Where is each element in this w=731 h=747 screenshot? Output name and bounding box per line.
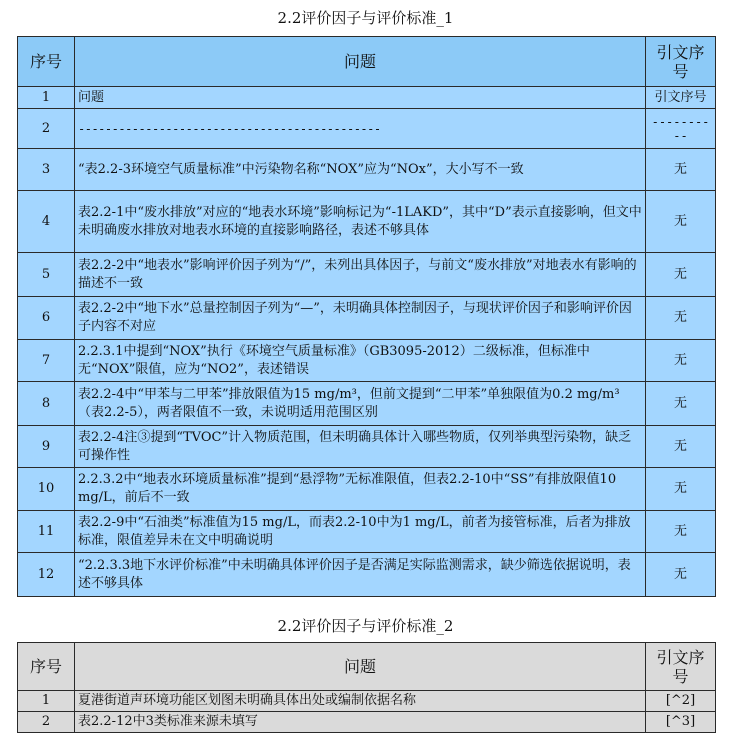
row-num: 2	[18, 109, 75, 149]
row-issue: 表2.2-9中“石油类”标准值为15 mg/L，而表2.2-10中为1 mg/L，前者为接管标准，后者为排放标准，限值差异未在文中明确说明	[75, 511, 646, 553]
table-row	[18, 712, 716, 733]
table-row	[18, 553, 716, 597]
header-ref: 引文序号	[646, 643, 716, 691]
header-issue: 问题	[75, 37, 646, 87]
row-num: 2	[18, 712, 75, 733]
row-issue: ---------------------------------------------	[75, 109, 646, 149]
row-ref: 无	[646, 191, 716, 253]
row-ref: 无	[646, 382, 716, 426]
row-issue: “2.2.3.3地下水评价标准”中未明确具体评价因子是否满足实际监测需求，缺少筛选依据说明，表述不够具体	[75, 553, 646, 597]
row-ref: 无	[646, 149, 716, 191]
row-num: 4	[18, 191, 75, 253]
row-ref: 无	[646, 426, 716, 468]
header-num: 序号	[18, 643, 75, 691]
row-issue: 表2.2-12中3类标准来源未填写	[75, 712, 646, 733]
table-row	[18, 340, 716, 382]
row-num: 3	[18, 149, 75, 191]
header-issue: 问题	[75, 643, 646, 691]
row-num: 7	[18, 340, 75, 382]
row-ref: 引文序号	[646, 87, 716, 109]
table-row	[18, 191, 716, 253]
row-num: 1	[18, 691, 75, 712]
row-ref: 无	[646, 553, 716, 597]
row-num: 5	[18, 253, 75, 297]
header-ref: 引文序号	[646, 37, 716, 87]
issues-table-2	[17, 642, 716, 733]
row-issue: 问题	[75, 87, 646, 109]
table-row	[18, 511, 716, 553]
table-row	[18, 426, 716, 468]
table-row	[18, 468, 716, 511]
row-num: 6	[18, 297, 75, 340]
row-ref: 无	[646, 511, 716, 553]
row-num: 11	[18, 511, 75, 553]
row-num: 12	[18, 553, 75, 597]
row-num: 1	[18, 87, 75, 109]
table1-caption: 2.2评价因子与评价标准_1	[277, 9, 454, 27]
row-num: 10	[18, 468, 75, 511]
row-issue: 表2.2-2中“地表水”影响评价因子列为“/”，未列出具体因子，与前文“废水排放”对地表水有影响的描述不一致	[75, 253, 646, 297]
row-issue: 2.2.3.2中“地表水环境质量标准”提到“悬浮物”无标准限值，但表2.2-10中“SS”有排放限值10 mg/L，前后不一致	[75, 468, 646, 511]
table-row	[18, 87, 716, 109]
row-issue: 表2.2-4中“甲苯与二甲苯”排放限值为15 mg/m³，但前文提到“二甲苯”单独限值为0.2 mg/m³（表2.2-5），两者限值不一致，未说明适用范围区别	[75, 382, 646, 426]
row-ref: [^2]	[646, 691, 716, 712]
issues-table-1	[17, 36, 716, 597]
table-row	[18, 109, 716, 149]
row-issue: 表2.2-2中“地下水”总量控制因子列为“—”，未明确具体控制因子，与现状评价因子和影响评价因子内容不对应	[75, 297, 646, 340]
table-row	[18, 691, 716, 712]
row-ref: 无	[646, 468, 716, 511]
row-ref: 无	[646, 253, 716, 297]
table2-caption: 2.2评价因子与评价标准_2	[277, 617, 454, 635]
row-ref: [^3]	[646, 712, 716, 733]
row-ref: 无	[646, 340, 716, 382]
row-ref: 无	[646, 297, 716, 340]
table-row	[18, 382, 716, 426]
row-num: 9	[18, 426, 75, 468]
table-row	[18, 297, 716, 340]
table2-header-row	[18, 643, 716, 691]
table-row	[18, 253, 716, 297]
table1-header-row	[18, 37, 716, 87]
row-issue: 夏港街道声环境功能区划图未明确具体出处或编制依据名称	[75, 691, 646, 712]
row-num: 8	[18, 382, 75, 426]
row-issue: 表2.2-1中“废水排放”对应的“地表水环境”影响标记为“-1LAKD”，其中“D”表示直接影响，但文中未明确废水排放对地表水环境的直接影响路径，表述不够具体	[75, 191, 646, 253]
row-ref: ----------	[646, 109, 716, 149]
header-num: 序号	[18, 37, 75, 87]
row-issue: 2.2.3.1中提到“NOX”执行《环境空气质量标准》（GB3095-2012）二级标准，但标准中无“NOX”限值，应为“NO2”，表述错误	[75, 340, 646, 382]
row-issue: 表2.2-4注③提到“TVOC”计入物质范围，但未明确具体计入哪些物质，仅列举典型污染物，缺乏可操作性	[75, 426, 646, 468]
row-issue: “表2.2-3环境空气质量标准”中污染物名称“NOX”应为“NOx”，大小写不一致	[75, 149, 646, 191]
table-row	[18, 149, 716, 191]
